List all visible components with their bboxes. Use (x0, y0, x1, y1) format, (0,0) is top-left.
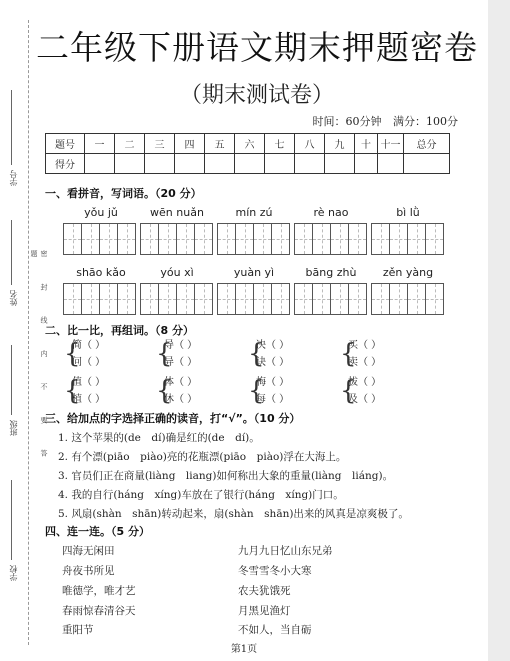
compare-pair: { 买（ ） 卖（ ） (340, 339, 382, 369)
score-cell[interactable] (175, 154, 205, 174)
pronunciation-item[interactable]: 3. 官员们正在商量(liàng liang)如何称出大象的重量(liàng liáng)。 (58, 470, 394, 482)
score-cell[interactable] (355, 154, 378, 174)
score-header-cell: 二 (115, 134, 145, 154)
compare-pair: { 决（ ） 诀（ ） (248, 339, 290, 369)
name-line (11, 220, 12, 285)
score-header-cell: 六 (235, 134, 265, 154)
score-cell[interactable] (325, 154, 355, 174)
name-label: 姓名 (9, 290, 18, 306)
school-line (11, 480, 12, 560)
compare-word: 问（ ） (72, 357, 106, 368)
score-cell[interactable] (378, 154, 404, 174)
connect-right-item[interactable]: 九月九日忆山东兄弟 (238, 545, 333, 557)
score-header-cell: 四 (175, 134, 205, 154)
connect-right-item[interactable]: 冬雪雪冬小大寒 (238, 565, 312, 577)
score-header-cell: 十一 (378, 134, 404, 154)
connect-left-item[interactable]: 春雨惊春清谷天 (62, 605, 136, 617)
writing-boxes-2-4[interactable] (294, 283, 366, 315)
student-id-label: 学号 (9, 170, 18, 186)
score-cell[interactable] (145, 154, 175, 174)
pinyin-label: mín zú (235, 206, 273, 219)
pronunciation-item[interactable]: 4. 我的自行(háng xíng)车放在了银行(háng xíng)门口。 (58, 489, 344, 501)
section-2-heading: 二、比一比，再组词。（8 分） (45, 324, 194, 337)
compare-pair: { 梅（ ） 每（ ） (248, 376, 290, 406)
section-1-heading: 一、看拼音，写词语。（20 分） (45, 187, 202, 200)
writing-boxes-1-3[interactable] (217, 223, 289, 255)
compare-word: 卖（ ） (348, 357, 382, 368)
compare-word: 梅（ ） (256, 377, 290, 388)
compare-word: 买（ ） (348, 340, 382, 351)
score-table (45, 133, 450, 174)
score-cell[interactable] (85, 154, 115, 174)
exam-title: 二年级下册语文期末押题密卷 (36, 28, 478, 67)
pronunciation-item[interactable]: 5. 风扇(shàn shān)转动起来，扇(shàn shān)出来的风真是凉爽极了。 (58, 508, 409, 520)
score-header-cell: 一 (85, 134, 115, 154)
section-4-heading: 四、连一连。（5 分） (45, 525, 150, 538)
score-header-cell: 题号 (46, 134, 85, 154)
compare-word: 拔（ ） (348, 377, 382, 388)
compare-word: 决（ ） (256, 340, 290, 351)
class-line (11, 345, 12, 415)
connect-left-item[interactable]: 舟夜书所见 (62, 565, 115, 577)
writing-boxes-1-1[interactable] (63, 223, 135, 255)
section-3-heading: 三、给加点的字选择正确的读音，打“√”。（10 分） (45, 412, 301, 425)
compare-word: 简（ ） (72, 340, 106, 351)
pinyin-label: yuàn yì (233, 266, 275, 279)
writing-boxes-2-5[interactable] (371, 283, 443, 315)
writing-boxes-2-1[interactable] (63, 283, 135, 315)
full-score: 满分：100分 (393, 115, 458, 128)
pinyin-label: bāng zhù (305, 266, 357, 279)
score-row-label: 得分 (46, 154, 85, 174)
compare-word: 导（ ） (164, 340, 198, 351)
connect-left-item[interactable]: 唯德学，唯才艺 (62, 585, 136, 597)
connect-right-item[interactable]: 不如人，当自砺 (238, 624, 312, 636)
score-cell[interactable] (404, 154, 450, 174)
writing-boxes-1-5[interactable] (371, 223, 443, 255)
score-cell[interactable] (205, 154, 235, 174)
exam-subtitle: （期末测试卷） (179, 83, 334, 108)
binding-margin (8, 20, 48, 645)
connect-right-item[interactable]: 月黑见渔灯 (238, 605, 291, 617)
score-cell[interactable] (235, 154, 265, 174)
score-cell[interactable] (295, 154, 325, 174)
compare-word: 异（ ） (164, 357, 198, 368)
score-header-cell: 五 (205, 134, 235, 154)
writing-boxes-1-4[interactable] (294, 223, 366, 255)
page-number: 第1页 (230, 644, 258, 655)
connect-left-item[interactable]: 四海无闲田 (62, 545, 115, 557)
pinyin-label: rè nao (313, 206, 349, 219)
compare-word: 植（ ） (72, 394, 106, 405)
compare-pair: { 导（ ） 异（ ） (156, 339, 198, 369)
pinyin-label: shāo kǎo (76, 266, 126, 279)
score-header-cell: 九 (325, 134, 355, 154)
compare-pair: { 值（ ） 植（ ） (64, 376, 106, 406)
score-header-cell: 总分 (404, 134, 450, 154)
class-label: 班级 (9, 420, 18, 436)
student-id-line (11, 90, 12, 165)
connect-left-item[interactable]: 重阳节 (62, 624, 94, 636)
exam-meta (305, 113, 459, 129)
score-header-cell: 十 (355, 134, 378, 154)
score-value-row (46, 154, 450, 174)
pinyin-label: wēn nuǎn (150, 206, 204, 219)
compare-word: 体（ ） (164, 377, 198, 388)
score-header-cell: 七 (265, 134, 295, 154)
compare-word: 及（ ） (348, 394, 382, 405)
score-header-row (46, 134, 450, 154)
writing-boxes-2-2[interactable] (140, 283, 212, 315)
seal-line-text: 密 封 线 内 不 要 答 题 (30, 250, 48, 469)
connect-right-item[interactable]: 农夫犹饿死 (238, 585, 291, 597)
pronunciation-item[interactable]: 2. 有个漂(piāo piào)亮的花瓶漂(piāo piào)浮在大海上。 (58, 451, 347, 463)
compare-pair: { 体（ ） 休（ ） (156, 376, 198, 406)
compare-pair: { 简（ ） 问（ ） (64, 339, 106, 369)
school-label: 学校 (9, 565, 18, 581)
compare-pair: { 拔（ ） 及（ ） (340, 376, 382, 406)
score-cell[interactable] (115, 154, 145, 174)
page-gutter (488, 0, 510, 661)
time-limit: 时间：60分钟 (312, 115, 382, 128)
writing-boxes-2-3[interactable] (217, 283, 289, 315)
pinyin-label: yǒu jǔ (84, 206, 118, 219)
score-header-cell: 三 (145, 134, 175, 154)
compare-word: 休（ ） (164, 394, 198, 405)
compare-word: 值（ ） (72, 377, 106, 388)
pronunciation-item[interactable]: 1. 这个苹果的(de dí)确是红的(de dí)。 (58, 432, 260, 444)
writing-boxes-1-2[interactable] (140, 223, 212, 255)
score-cell[interactable] (265, 154, 295, 174)
compare-word: 每（ ） (256, 394, 290, 405)
pinyin-label: bì lǜ (396, 206, 420, 219)
pinyin-label: yóu xì (160, 266, 194, 279)
score-header-cell: 八 (295, 134, 325, 154)
pinyin-label: zěn yàng (382, 266, 434, 279)
compare-word: 诀（ ） (256, 357, 290, 368)
